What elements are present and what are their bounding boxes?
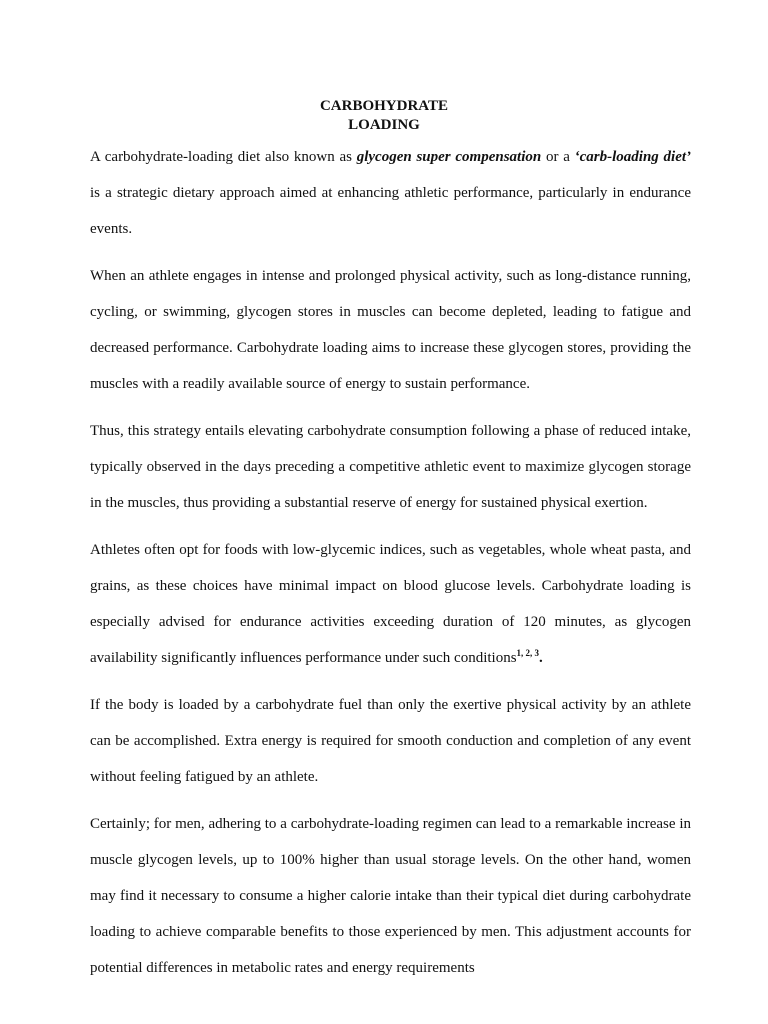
paragraph-1-emphasis-b: ‘carb-loading diet’	[574, 149, 692, 165]
citation-superscript: 1, 2, 3	[516, 648, 540, 658]
paragraph-5: If the body is loaded by a carbohydrate fuel than only the exertive physical activity by an athlete can be accomplished. Extra energy is required for smooth conduction and completion of any event without feeling fatigued by an athlete.	[90, 697, 691, 785]
paragraph-1-text-b: or a	[541, 149, 575, 165]
title-line-2: LOADING	[348, 117, 420, 133]
title-line-1: CARBOHYDRATE	[319, 98, 449, 114]
paragraph-4	[90, 532, 691, 676]
paragraph-1-text-c: is a strategic dietary approach aimed at enhancing athletic performance, particularly in endurance events.	[90, 185, 691, 237]
document-title	[0, 97, 768, 135]
paragraph-4-end: .	[539, 650, 543, 666]
paragraph-1-emphasis-a: glycogen super compensation	[356, 149, 542, 165]
document-body	[90, 139, 691, 997]
paragraph-4-text: Athletes often opt for foods with low-glycemic indices, such as vegetables, whole wheat pasta, and grains, as these choices have minimal impact on blood glucose levels. Carbohydrate loading is especially advised for endurance activities exceeding duration of 120 minutes, as glycogen availability significantly influences performance under such conditions	[90, 542, 691, 666]
paragraph-3: Thus, this strategy entails elevating carbohydrate consumption following a phase of reduced intake, typically observed in the days preceding a competitive athletic event to maximize glycogen storage in the muscles, thus providing a substantial reserve of energy for sustained physical exertion.	[90, 423, 691, 511]
paragraph-1-text-a: A carbohydrate-loading diet also known as	[90, 149, 357, 165]
paragraph-6: Certainly; for men, adhering to a carbohydrate-loading regimen can lead to a remarkable increase in muscle glycogen levels, up to 100% higher than usual storage levels. On the other hand, women may find it necessary to consume a higher calorie intake than their typical diet during carbohydrate loading to achieve comparable benefits to those experienced by men. This adjustment accounts for potential differences in metabolic rates and energy requirements	[90, 816, 691, 976]
paragraph-1	[90, 139, 691, 247]
paragraph-2: When an athlete engages in intense and prolonged physical activity, such as long-distance running, cycling, or swimming, glycogen stores in muscles can become depleted, leading to fatigue and decreased performance. Carbohydrate loading aims to increase these glycogen stores, providing the muscles with a readily available source of energy to sustain performance.	[90, 268, 691, 392]
